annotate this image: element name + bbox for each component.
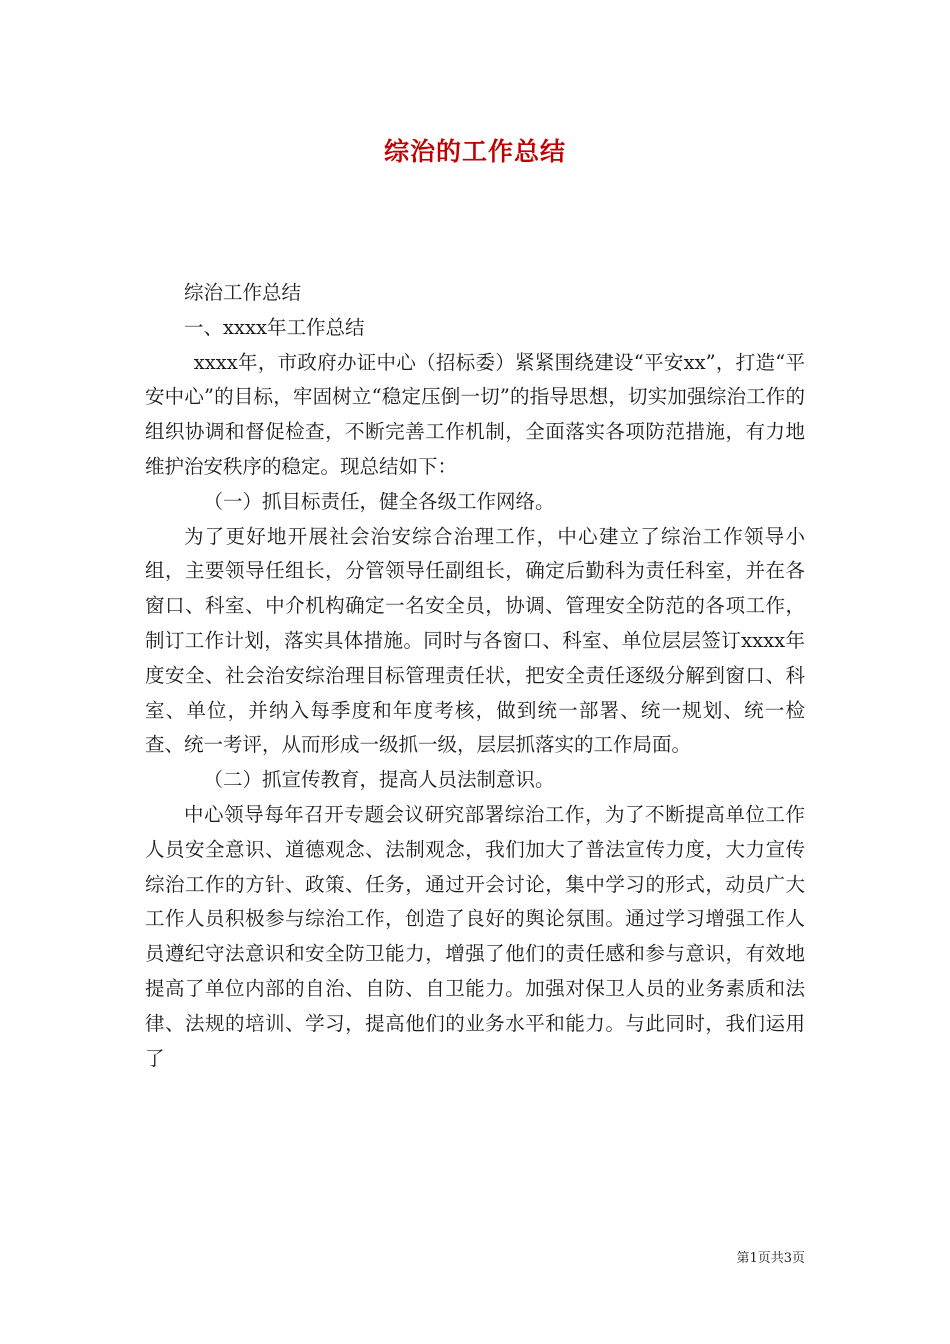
document-body [145, 276, 805, 1076]
document-title: 综治的工作总结 [383, 137, 566, 166]
page-number-footer: 第1页共3页 [736, 1251, 805, 1266]
paragraph-intro: xxxx年，市政府办证中心（招标委）紧紧围绕建设“平安xx”，打造“平安中心”的目标，牢固树立“稳定压倒一切”的指导思想，切实加强综治工作的组织协调和督促检查，不断完善工作机制，全面落实各项防范措施，有力地维护治安秩序的稳定。现总结如下： [145, 350, 805, 478]
sub-heading-1: （一）抓目标责任，健全各级工作网络。 [203, 489, 555, 513]
section-heading-year-summary: 一、xxxx年工作总结 [184, 315, 365, 339]
section-heading-summary: 综治工作总结 [184, 281, 302, 304]
sub-heading-2: （二）抓宣传教育，提高人员法制意识。 [203, 768, 555, 792]
paragraph-1: 为了更好地开展社会治安综合治理工作，中心建立了综治工作领导小组，主要领导任组长，分管领导任副组长，确定后勤科为责任科室，并在各窗口、科室、中介机构确定一名安全员，协调、管理安全防范的各项工作，制订工作计划，落实具体措施。同时与各窗口、科室、单位层层签订xxxx年度安全、社会治安综治理目标管理责任状，把安全责任逐级分解到窗口、科室、单位，并纳入每季度和年度考核，做到统一部署、统一规划、统一检查、统一考评，从而形成一级抓一级，层层抓落实的工作局面。 [145, 524, 805, 757]
paragraph-2: 中心领导每年召开专题会议研究部署综治工作，为了不断提高单位工作人员安全意识、道德观念、法制观念，我们加大了普法宣传力度，大力宣传综治工作的方针、政策、任务，通过开会讨论，集中学习的形式，动员广大工作人员积极参与综治工作，创造了良好的舆论氛围。通过学习增强工作人员遵纪守法意识和安全防卫能力，增强了他们的责任感和参与意识，有效地提高了单位内部的自治、自防、自卫能力。加强对保卫人员的业务素质和法律、法规的培训、学习，提高他们的业务水平和能力。与此同时，我们运用了 [145, 802, 805, 1070]
